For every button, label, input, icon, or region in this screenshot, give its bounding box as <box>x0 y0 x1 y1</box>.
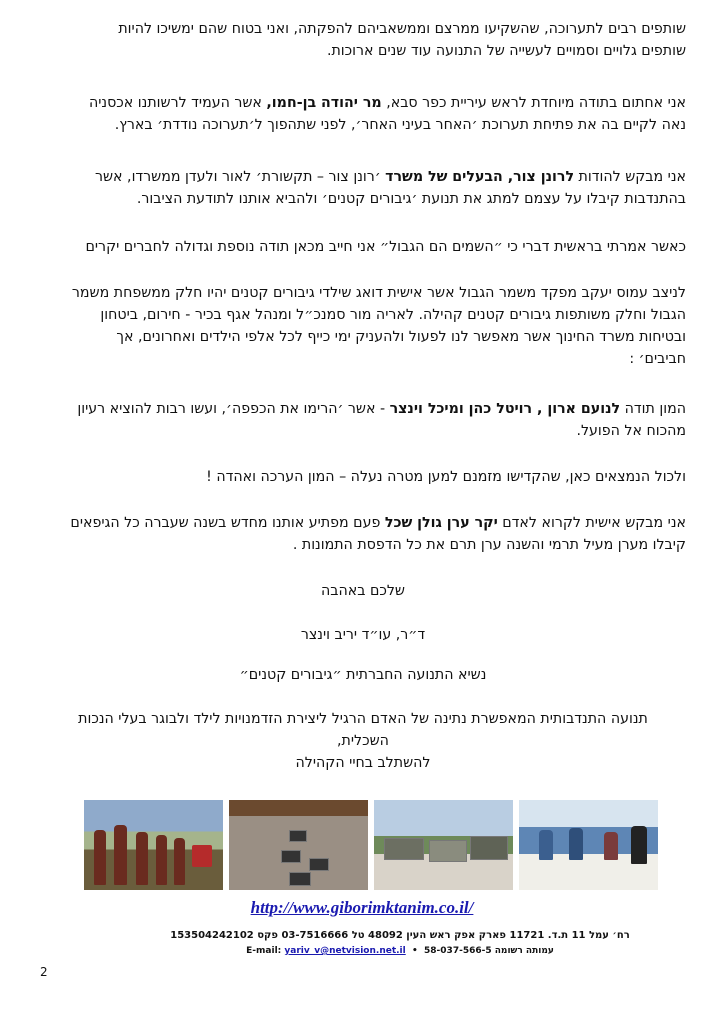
text-line: הגבול וחלק משותפות גיבורים קטנים קהילה. לאריה מור סמנכ״ל ומנהל אגף בכיר - חירום, ביטחון <box>100 307 686 323</box>
paragraph-eran-golan <box>40 512 686 556</box>
person-figure <box>631 826 647 864</box>
text-line: המון תודה לנועם ארון , רויטל כהן ומיכל וינצר - אשר ׳הרימו את הכפפה׳, ועשו רבות להוציא רעיון <box>77 401 686 417</box>
musician-figure <box>94 830 106 885</box>
text-line: נאה לקיים בה את פתיחת תערוכת ׳האחר בעיני האחר׳, לפני שתהפוך ל׳תערוכה נודדת׳ בארץ. <box>114 117 686 133</box>
paragraph-team-thanks <box>40 398 686 442</box>
paragraph-mayor-thanks <box>40 92 686 136</box>
kart-shape <box>289 830 307 842</box>
email-label: E-mail: <box>246 946 282 956</box>
jeep-shape <box>429 840 467 862</box>
closing: שלכם באהבה <box>321 583 405 599</box>
photo-jeeps <box>374 800 513 890</box>
kart-shape <box>281 850 301 863</box>
paragraph-partners <box>40 18 686 62</box>
email-link[interactable]: yariv_v@netvision.net.il <box>284 946 406 956</box>
website-link[interactable]: http://www.giborimktanim.co.il/ <box>250 898 474 917</box>
mayor-name: מר יהודה בן-חמו, <box>266 95 382 111</box>
text-line: לניצב עמוס יעקב מפקד משמר הגבול אשר אישית דואג שילדי גיבורים קטנים יהיו חלק ממשפחת משמר <box>71 285 686 301</box>
musician-figure <box>174 838 185 885</box>
musician-figure <box>156 835 167 885</box>
jeep-shape <box>470 836 508 860</box>
ronen-tzur-name: לרונן צור, הבעלים של משרד <box>385 169 575 185</box>
text-line: כאשר אמרתי בראשית דברי כי ״השמים הם הגבול״ אני חייב מכאן תודה נוספת וגדולה לחברים יקרים <box>85 239 686 255</box>
text-line: תנועה התנדבותית המאפשרת נתינה של האדם הרגיל ליצירת הזדמנויות לילד ולבוגר בעלי הנכות <box>78 711 648 727</box>
text-line: חביבים׳ : <box>629 351 686 367</box>
text-line: ובטיחות משרד החינוך אשר מאפשר לנו לפעול ולהעניק ימי כייף לכל אלפי הילדים ואחרונים, אך <box>116 329 686 345</box>
paragraph-attendees <box>40 466 686 488</box>
text-line: שותפים רבים לתערוכה, שהשקיעו ממרצם וממשאביהם להפקתה, ואני בטוח שהם ימשיכו להיות <box>118 21 686 37</box>
footer-address: רח׳ עמל 11 ת.ד. 11721 פארק אפק ראש העין 48092 טל 03-7516666 פקס 153504242102 <box>170 930 630 941</box>
team-names: לנועם ארון , רויטל כהן ומיכל וינצר <box>389 401 621 417</box>
paragraph-sky-limit <box>40 236 686 258</box>
musician-figure <box>136 832 148 885</box>
paragraph-ronen-tzur <box>40 166 686 210</box>
text-line: אני מבקש אישית לקרוא לאדם יקר ערן גולן שכל פעם מפתיע אותנו מחדש בשנה שעברה כל הגיפאים <box>70 515 686 531</box>
person-figure <box>569 828 583 860</box>
text-line: אני אחתום בתודה מיוחדת לראש עיריית כפר סבא, מר יהודה בן-חמו, אשר העמיד לרשותנו אכסניה <box>88 95 686 111</box>
text-line: השכלית, <box>337 733 389 749</box>
text-line: אני מבקש להודות לרונן צור, הבעלים של משרד ׳רונן צור – תקשורת׳ לאור ולעדן ממשרדו, אשר <box>95 169 686 185</box>
photo-band <box>84 800 223 890</box>
text-line: בהתנדבות קיבלו על עצמם למתג את תנועת ׳גיבורים קטנים׳ ולהביא אותנו לתודעת הציבור. <box>136 191 686 207</box>
footer-contact: עמותה רשומה 58-037-566-5 • E-mail: yariv_v@netvision.net.il <box>246 946 554 956</box>
eran-golan-name: יקר ערן גולן שכל <box>384 515 498 531</box>
musician-figure <box>114 825 127 885</box>
drum-shape <box>192 845 212 867</box>
text-line: קיבלו מערן מעיל תרמי והשנה ערן תרם את כל הדפסת התמונות . <box>292 537 686 553</box>
text-line: מהכוח אל הפועל. <box>576 423 686 439</box>
text-line: שותפים גלויים וסמויים לעשייה של התנועה עוד שנים ארוכות. <box>326 43 686 59</box>
registry-number: עמותה רשומה 58-037-566-5 <box>424 946 554 956</box>
kart-shape <box>289 872 311 886</box>
organization-motto <box>40 708 686 774</box>
signatory-title: נשיא התנועה החברתית ״גיבורים קטנים״ <box>239 667 487 683</box>
kart-shape <box>309 858 329 871</box>
person-figure <box>539 830 553 860</box>
text-line: ולכול הנמצאים כאן, שהקדישו מזמנם למען מטרה נעלה – המון הערכה ואהדה ! <box>206 469 686 485</box>
photo-strip <box>84 800 658 890</box>
jeep-shape <box>384 838 424 860</box>
photo-karts <box>229 800 368 890</box>
photo-crafts <box>519 800 658 890</box>
person-figure <box>604 832 618 860</box>
page-number: 2 <box>40 965 48 979</box>
signatory-name: ד״ר, עו״ד יריב וינצר <box>300 627 426 643</box>
text-line: להשתלב בחיי הקהילה <box>295 755 431 771</box>
paragraph-border-police <box>40 282 686 370</box>
